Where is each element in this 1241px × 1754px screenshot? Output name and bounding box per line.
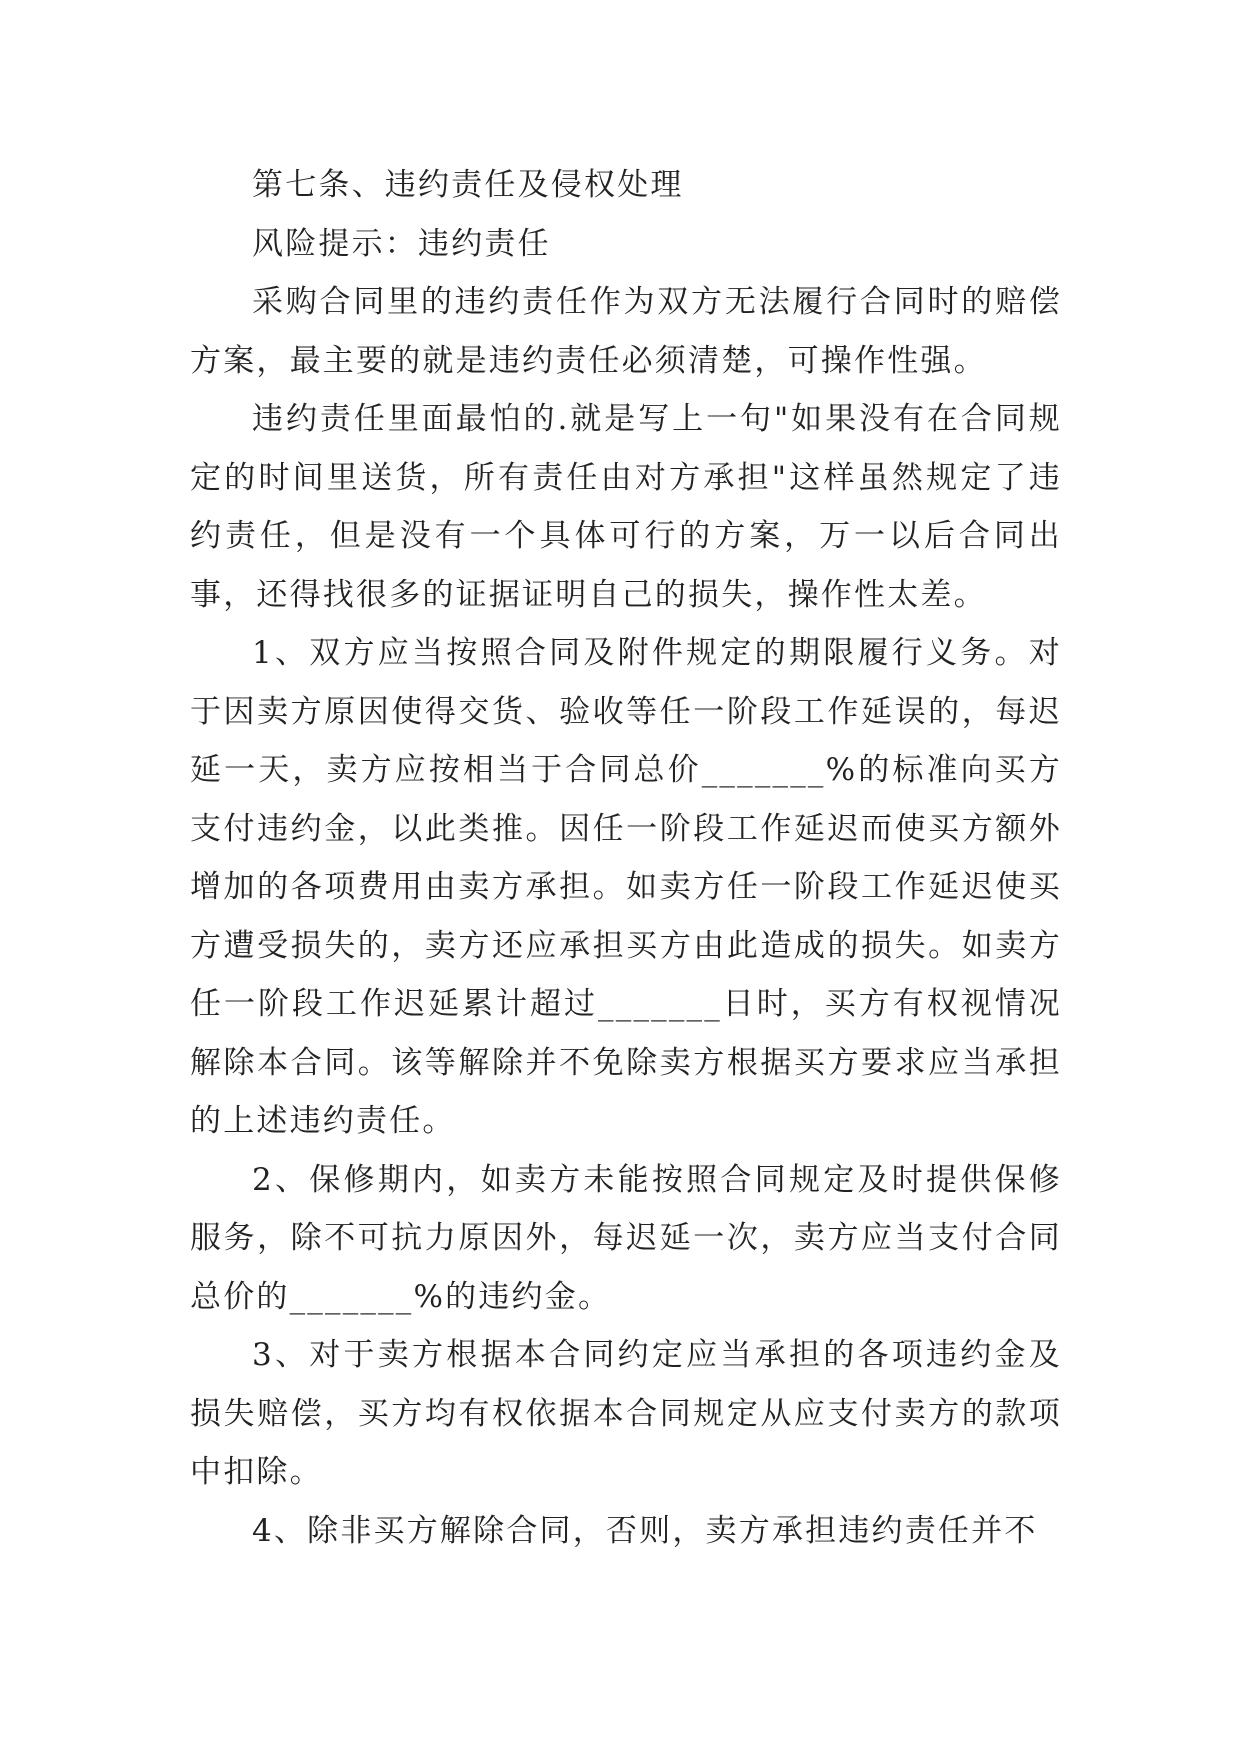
paragraph-intro: 采购合同里的违约责任作为双方无法履行合同时的赔偿方案，最主要的就是违约责任必须清楚，可操作性强。 <box>190 284 1062 379</box>
clause-3: 3、对于卖方根据本合同约定应当承担的各项违约金及损失赔偿，买方均有权依据本合同规定从应支付卖方的款项中扣除。 <box>190 1337 1062 1490</box>
risk-tip-heading: 风险提示：违约责任 <box>252 225 551 262</box>
clause-4: 4、除非买方解除合同，否则，卖方承担违约责任并不 <box>252 1512 1038 1549</box>
document-body <box>190 156 1062 1560</box>
clause-2: 2、保修期内，如卖方未能按照合同规定及时提供保修服务，除不可抗力原因外，每迟延一次，卖方应当支付合同总价的_______%的违约金。 <box>190 1161 1062 1315</box>
clause-1: 1、双方应当按照合同及附件规定的期限履行义务。对于因卖方原因使得交货、验收等任一阶段工作延误的，每迟延一天，卖方应按相当于合同总价_______%的标准向买方支付违约金，以此类推。因任一阶段工作延迟而使买方额外增加的各项费用由卖方承担。如卖方任一阶段工作延迟使买方遭受损失的，卖方还应承担买方由此造成的损失。如卖方任一阶段工作迟延累计超过_______日时，买方有权视情况解除本合同。该等解除并不免除卖方根据买方要求应当承担的上述违约责任。 <box>190 635 1062 1139</box>
article-heading: 第七条、违约责任及侵权处理 <box>252 167 684 203</box>
paragraph-warning: 违约责任里面最怕的.就是写上一句"如果没有在合同规定的时间里送货，所有责任由对方承担"这样虽然规定了违约责任，但是没有一个具体可行的方案，万一以后合同出事，还得找很多的证据证明自己的损失，操作性太差。 <box>190 401 1062 613</box>
